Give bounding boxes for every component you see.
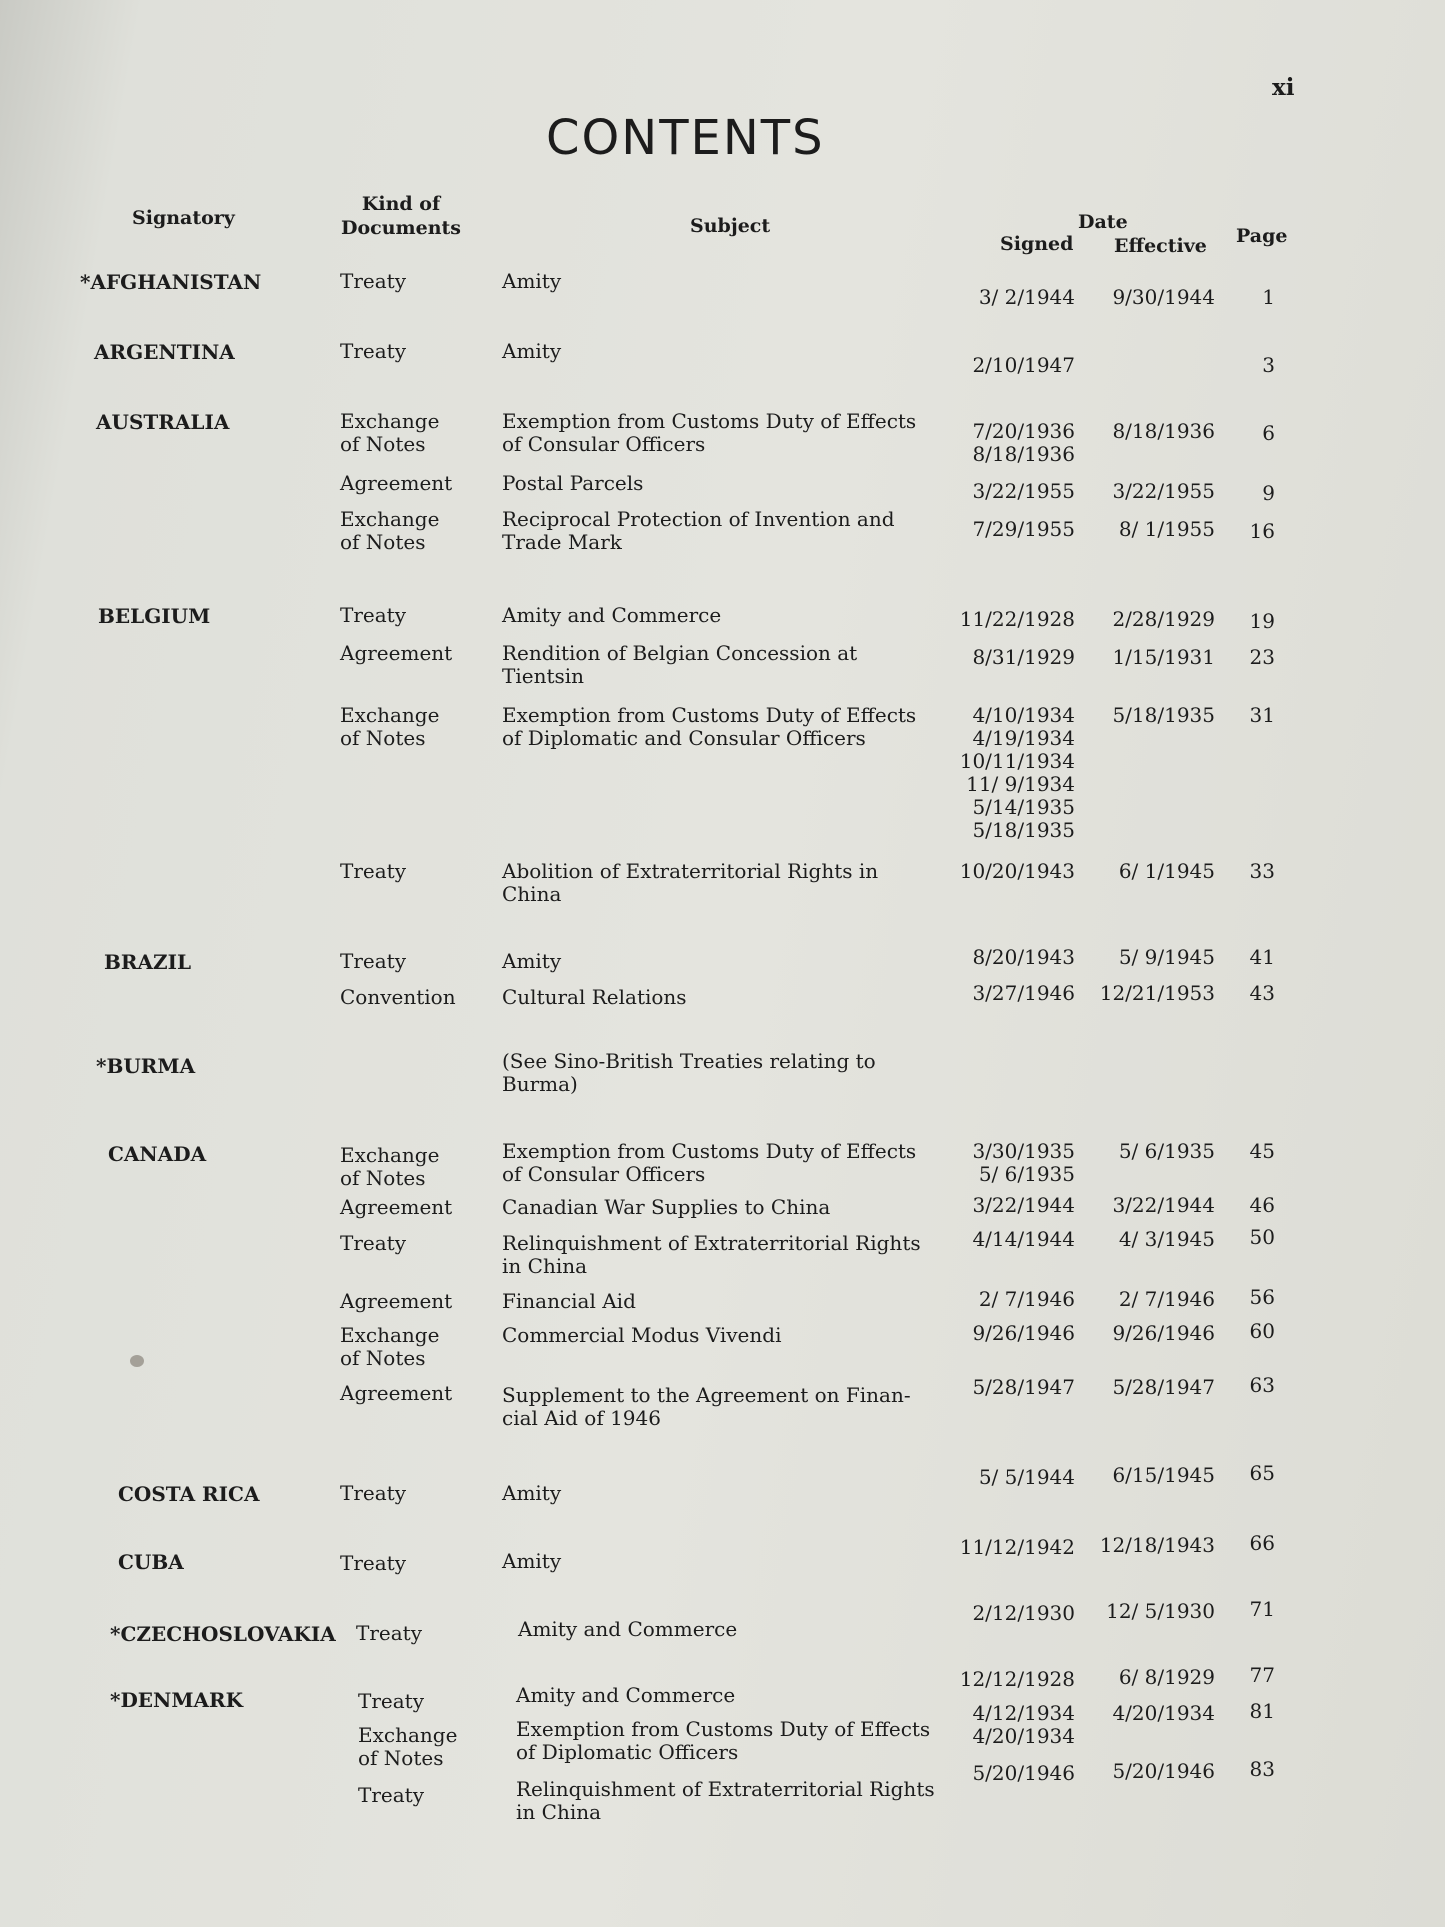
kind: Agreement [340, 471, 453, 495]
signed-date: 5/28/1947 [972, 1375, 1075, 1399]
page-ref: 46 [1249, 1193, 1275, 1217]
signed-date: 8/20/1943 [972, 945, 1075, 969]
page-ref: 33 [1249, 859, 1275, 883]
signed-date: 2/ 7/1946 [978, 1287, 1075, 1311]
effective-date: 3/22/1955 [1112, 479, 1215, 503]
effective-date: 5/18/1935 [1112, 703, 1215, 727]
subject: Amity [502, 1549, 562, 1573]
page-ref: 60 [1249, 1319, 1275, 1343]
page-ref: 83 [1249, 1757, 1275, 1781]
signed-date: 5/ 5/1944 [978, 1465, 1075, 1489]
page-ref: 41 [1249, 945, 1275, 969]
header-subject: Subject [690, 215, 771, 237]
page-ref: 66 [1249, 1531, 1275, 1555]
kind: Agreement [340, 1289, 453, 1313]
signatory-czechoslovakia: *CZECHOSLOVAKIA [110, 1622, 336, 1646]
page-number: xi [1272, 74, 1295, 101]
kind: Agreement [340, 1381, 453, 1405]
page-ref: 6 [1262, 421, 1275, 445]
signatory-afghanistan: *AFGHANISTAN [80, 270, 262, 294]
kind: Exchange of Notes [340, 409, 440, 456]
page-title: CONTENTS [546, 110, 825, 166]
subject: Financial Aid [502, 1289, 636, 1313]
header-signatory: Signatory [132, 207, 235, 229]
subject: Abolition of Extraterritorial Rights in China [502, 859, 879, 906]
signatory-australia: AUSTRALIA [96, 410, 230, 434]
kind: Treaty [358, 1689, 424, 1713]
effective-date: 2/28/1929 [1112, 607, 1215, 631]
subject: Reciprocal Protection of Invention and Trade Mark [502, 507, 895, 554]
kind: Treaty [358, 1783, 424, 1807]
page-ref: 45 [1249, 1139, 1275, 1163]
page-ref: 31 [1249, 703, 1275, 727]
subject: (See Sino-British Treaties relating to Burma) [502, 1049, 876, 1096]
page-ref: 43 [1249, 981, 1275, 1005]
effective-date: 9/30/1944 [1112, 285, 1215, 309]
signatory-denmark: *DENMARK [110, 1688, 243, 1712]
effective-date: 12/18/1943 [1099, 1533, 1215, 1557]
kind: Treaty [340, 1551, 406, 1575]
signatory-costa-rica: COSTA RICA [118, 1482, 260, 1506]
header-date: Date [1078, 211, 1128, 233]
header-signed: Signed [1000, 233, 1074, 255]
subject: Cultural Relations [502, 985, 687, 1009]
signed-date: 3/22/1944 [972, 1193, 1075, 1217]
page-ref: 65 [1249, 1461, 1275, 1485]
page-ref: 16 [1249, 519, 1275, 543]
subject: Commercial Modus Vivendi [502, 1323, 782, 1347]
subject: Amity and Commerce [516, 1683, 736, 1707]
effective-date: 4/20/1934 [1112, 1701, 1215, 1725]
signed-date: 4/12/1934 4/20/1934 [972, 1701, 1075, 1748]
page-ref: 71 [1249, 1597, 1275, 1621]
kind: Treaty [340, 949, 406, 973]
effective-date: 5/ 9/1945 [1118, 945, 1215, 969]
page-ref: 9 [1262, 481, 1275, 505]
header-effective: Effective [1114, 235, 1207, 257]
signed-date: 4/10/1934 4/19/1934 10/11/1934 11/ 9/1934 5/14/1935 5/18/1935 [959, 703, 1075, 842]
signed-date: 11/12/1942 [959, 1535, 1075, 1559]
effective-date: 6/15/1945 [1112, 1463, 1215, 1487]
effective-date: 3/22/1944 [1112, 1193, 1215, 1217]
ink-spot [130, 1355, 144, 1367]
signed-date: 2/12/1930 [972, 1601, 1075, 1625]
effective-date: 5/ 6/1935 [1118, 1139, 1215, 1163]
subject: Amity [502, 269, 562, 293]
subject: Amity [502, 949, 562, 973]
kind: Exchange of Notes [340, 1143, 440, 1190]
signed-date: 9/26/1946 [972, 1321, 1075, 1345]
kind: Treaty [340, 339, 406, 363]
signed-date: 3/22/1955 [972, 479, 1075, 503]
signed-date: 5/20/1946 [972, 1761, 1075, 1785]
kind: Convention [340, 985, 456, 1009]
effective-date: 6/ 1/1945 [1118, 859, 1215, 883]
signed-date: 3/27/1946 [972, 981, 1075, 1005]
kind: Exchange of Notes [358, 1723, 458, 1770]
subject: Amity and Commerce [518, 1617, 738, 1641]
signed-date: 8/31/1929 [972, 645, 1075, 669]
effective-date: 9/26/1946 [1112, 1321, 1215, 1345]
effective-date: 6/ 8/1929 [1118, 1665, 1215, 1689]
page-ref: 3 [1262, 353, 1275, 377]
header-kind-line1: Kind of [361, 193, 441, 215]
subject: Relinquishment of Extraterritorial Rights in China [502, 1231, 921, 1278]
kind: Treaty [340, 603, 406, 627]
signed-date: 4/14/1944 [972, 1227, 1075, 1251]
signed-date: 3/30/1935 5/ 6/1935 [972, 1139, 1075, 1186]
signed-date: 11/22/1928 [959, 607, 1075, 631]
kind: Treaty [340, 269, 406, 293]
effective-date: 5/20/1946 [1112, 1759, 1215, 1783]
effective-date: 12/21/1953 [1099, 981, 1215, 1005]
signed-date: 12/12/1928 [959, 1667, 1075, 1691]
page-ref: 56 [1249, 1285, 1275, 1309]
kind: Treaty [340, 859, 406, 883]
header-kind-line2: Documents [340, 217, 461, 239]
kind: Agreement [340, 1195, 453, 1219]
kind: Exchange of Notes [340, 507, 440, 554]
subject: Amity [502, 1481, 562, 1505]
kind: Treaty [340, 1481, 406, 1505]
subject: Relinquishment of Extraterritorial Rights in China [516, 1777, 935, 1824]
page-ref: 23 [1249, 645, 1275, 669]
effective-date: 12/ 5/1930 [1106, 1599, 1215, 1623]
subject: Amity [502, 339, 562, 363]
effective-date: 8/ 1/1955 [1118, 517, 1215, 541]
page-ref: 19 [1249, 609, 1275, 633]
kind: Treaty [340, 1231, 406, 1255]
effective-date: 5/28/1947 [1112, 1375, 1215, 1399]
kind: Treaty [356, 1621, 422, 1645]
subject: Exemption from Customs Duty of Effects of Diplomatic Officers [516, 1717, 931, 1764]
signatory-argentina: ARGENTINA [94, 340, 235, 364]
effective-date: 2/ 7/1946 [1118, 1287, 1215, 1311]
page-ref: 50 [1249, 1225, 1275, 1249]
effective-date: 1/15/1931 [1112, 645, 1215, 669]
signatory-brazil: BRAZIL [104, 950, 192, 974]
subject: Amity and Commerce [502, 603, 722, 627]
subject: Exemption from Customs Duty of Effects of Consular Officers [502, 1139, 917, 1186]
effective-date: 4/ 3/1945 [1118, 1227, 1215, 1251]
signatory-canada: CANADA [108, 1142, 207, 1166]
page-ref: 63 [1249, 1373, 1275, 1397]
kind: Exchange of Notes [340, 1323, 440, 1370]
page-ref: 81 [1249, 1699, 1275, 1723]
page-ref: 1 [1262, 285, 1275, 309]
subject: Exemption from Customs Duty of Effects of Consular Officers [502, 409, 917, 456]
signed-date: 3/ 2/1944 [978, 285, 1075, 309]
page-ref: 77 [1249, 1663, 1275, 1687]
signed-date: 10/20/1943 [959, 859, 1075, 883]
signed-date: 7/20/1936 8/18/1936 [972, 419, 1075, 466]
subject: Rendition of Belgian Concession at Tientsin [502, 641, 858, 688]
signed-date: 2/10/1947 [972, 353, 1075, 377]
subject: Exemption from Customs Duty of Effects of Diplomatic and Consular Officers [502, 703, 917, 750]
signatory-burma: *BURMA [96, 1054, 196, 1078]
header-page: Page [1236, 225, 1288, 247]
signatory-cuba: CUBA [118, 1550, 184, 1574]
subject: Postal Parcels [502, 471, 644, 495]
signatory-belgium: BELGIUM [98, 604, 211, 628]
subject: Supplement to the Agreement on Finan- cial Aid of 1946 [502, 1383, 911, 1430]
signed-date: 7/29/1955 [972, 517, 1075, 541]
kind: Exchange of Notes [340, 703, 440, 750]
kind: Agreement [340, 641, 453, 665]
effective-date: 8/18/1936 [1112, 419, 1215, 443]
subject: Canadian War Supplies to China [502, 1195, 831, 1219]
